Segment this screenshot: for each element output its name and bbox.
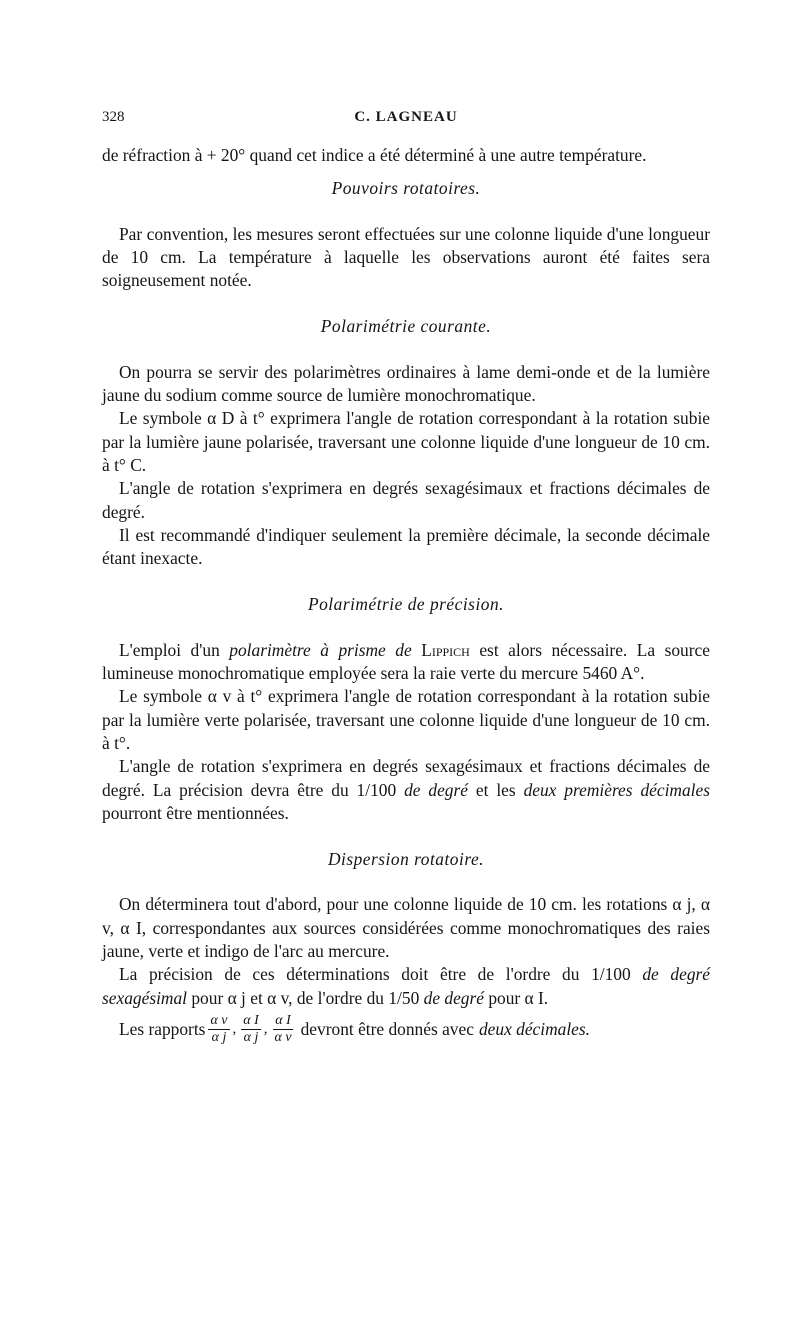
- ratios-trailing-text: devront être donnés avec: [300, 1018, 474, 1039]
- paragraph-precision-degre: L'angle de rotation s'exprimera en degrés sexagésimaux et fractions décimales de degré. La précision devra être du 1/100 de degré et les deux premières décimales pourront être mentionnées.: [102, 756, 710, 823]
- paragraph-rotations: On déterminera tout d'abord, pour une colonne liquide de 10 cm. les rotations α j, α v, α I, correspondantes aux sources considérées comme monochromatiques des raies jaune, verte et indigo de l'arc au mercure.: [102, 894, 710, 962]
- paragraph-decimale: Il est recommandé d'indiquer seulement la première décimale, la seconde décimale étant inexacte.: [102, 524, 710, 569]
- paragraph-symbole-d: Le symbole α D à t° exprimera l'angle de rotation correspondant à la rotation subie par la lumière jaune polarisée, traversant une colonne liquide d'une longueur de 10 cm. à t° C.: [102, 408, 710, 475]
- page-header: [102, 109, 710, 133]
- paragraph-lippich: L'emploi d'un polarimètre à prisme de Lippich est alors nécessaire. La source lumineuse monochromatique employée sera la raie verte du mercure 5460 A°.: [102, 639, 710, 684]
- body-text: [102, 144, 710, 1046]
- heading-polarimetrie-precision: Polarimétrie de précision.: [307, 594, 505, 615]
- ratios-italic-text: deux décimales.: [478, 1018, 591, 1039]
- heading-dispersion-rotatoire: Dispersion rotatoire.: [327, 849, 485, 870]
- paragraph-precision-determinations: La précision de ces déterminations doit être de l'ordre du 1/100 de degré sexagésimal pour α j et α v, de l'ordre du 1/50 de degré pour α I.: [102, 964, 710, 1008]
- ratios-lead-text: Les rapports: [119, 1018, 206, 1039]
- ratio-fraction: $\frac{\text{α v}}{\text{α j}}$: [210, 1012, 228, 1045]
- running-head: C. LAGNEAU: [354, 109, 458, 125]
- ratio-fraction: $\frac{\text{α I}}{\text{α j}}$: [243, 1012, 259, 1045]
- ratios-line: Les rapports $\frac{\text{α v}}{\text{α j}}$ , $\frac{\text{α I}}{\text{α j}}$ , $\frac{\text{α I}}{\text{α v}}$ devront être donnés avec deux décimales.: [119, 1012, 591, 1045]
- paragraph-convention: Par convention, les mesures seront effectuées sur une colonne liquide d'une longueur de 10 cm. La température à laquelle les observations auront été faites sera soigneusement notée.: [102, 223, 710, 291]
- page-number: 328: [102, 109, 125, 125]
- intro-paragraph: de réfraction à + 20° quand cet indice a été déterminé à une autre température.: [102, 145, 647, 165]
- paragraph-polarimetres: On pourra se servir des polarimètres ordinaires à lame demi-onde et de la lumière jaune du sodium comme source de lumière monochromatique.: [102, 361, 710, 406]
- author-name-lippich: Lippich: [421, 639, 470, 660]
- paragraph-angle-rotation: L'angle de rotation s'exprimera en degrés sexagésimaux et fractions décimales de degré.: [102, 478, 710, 522]
- ratio-fraction: $\frac{\text{α I}}{\text{α v}}$: [274, 1012, 292, 1045]
- paragraph-symbole-v: Le symbole α v à t° exprimera l'angle de rotation correspondant à la rotation subie par la lumière verte polarisée, traversant une colonne liquide d'une longueur de 10 cm. à t°.: [102, 686, 710, 753]
- heading-polarimetrie-courante: Polarimétrie courante.: [320, 316, 492, 337]
- heading-pouvoirs-rotatoires: Pouvoirs rotatoires.: [331, 178, 481, 199]
